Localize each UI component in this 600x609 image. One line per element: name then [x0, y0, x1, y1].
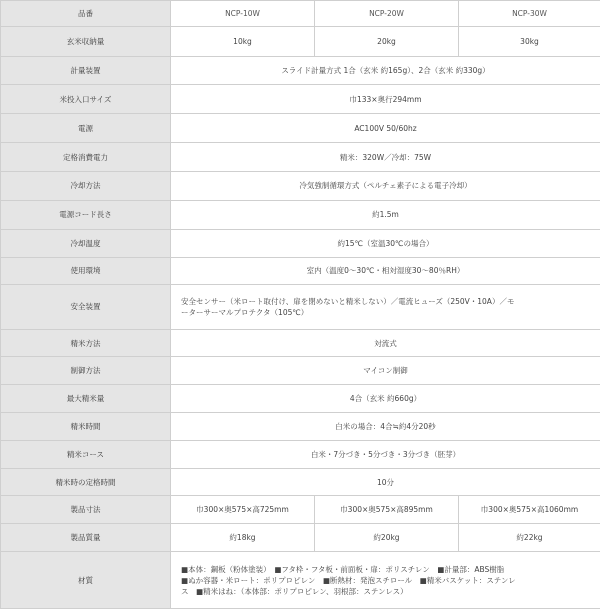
row-value-model-3: 巾300×奥575×高1060mm: [459, 496, 600, 524]
table-row: [1, 229, 600, 257]
row-label: 計量装置: [1, 56, 171, 85]
row-value-line: 安全センサー（米ロート取付け、扉を閉めないと精米しない）／電流ヒューズ（250V・10A）／モ: [181, 296, 590, 307]
table-row-header: [1, 1, 600, 27]
row-label: 米投入口サイズ: [1, 85, 171, 114]
row-value: 白米の場合：4合≒約4分20秒: [171, 413, 600, 441]
table-row: [1, 357, 600, 385]
row-label: 精米時間: [1, 413, 171, 441]
row-value-model-1: 約18kg: [171, 524, 315, 552]
row-value-model-1: 巾300×奥575×高725mm: [171, 496, 315, 524]
row-label: 製品寸法: [1, 496, 171, 524]
row-label: 定格消費電力: [1, 143, 171, 172]
table-row: [1, 172, 600, 201]
row-value-line: ーターサーマルプロテクタ（105℃）: [181, 307, 590, 318]
table-row: [1, 200, 600, 229]
row-label: 精米方法: [1, 329, 171, 357]
row-value-line: ■ぬか容器・米ロート：ポリプロピレン ■断熱材：発泡スチロール ■精米バスケット：ステンレ: [181, 575, 590, 586]
row-label: 電源: [1, 114, 171, 143]
table-row: [1, 257, 600, 285]
row-label: 使用環境: [1, 257, 171, 285]
row-value: 室内（温度0～30℃・相対湿度30～80％RH）: [171, 257, 600, 285]
table-row: [1, 26, 600, 56]
row-label: 製品質量: [1, 524, 171, 552]
row-label: 安全装置: [1, 285, 171, 329]
table-row: [1, 285, 600, 329]
row-value-line: ス ■精米はね：（本体部：ポリプロピレン、羽根部：ステンレス）: [181, 586, 590, 597]
row-value: 10分: [171, 468, 600, 496]
row-value-model-2: 巾300×奥575×高895mm: [315, 496, 459, 524]
row-value-model-2: 20kg: [315, 26, 459, 56]
model-ncp-20w: NCP-20W: [315, 1, 459, 27]
row-value: 精米：320W／冷却：75W: [171, 143, 600, 172]
table-row: [1, 524, 600, 552]
row-value-model-3: 30kg: [459, 26, 600, 56]
table-row: [1, 413, 600, 441]
table-row: [1, 56, 600, 85]
table-row: [1, 496, 600, 524]
row-value: 4合（玄米 約660g）: [171, 385, 600, 413]
row-value-model-3: 約22kg: [459, 524, 600, 552]
table-row: [1, 329, 600, 357]
model-ncp-30w: NCP-30W: [459, 1, 600, 27]
row-value-model-1: 10kg: [171, 26, 315, 56]
row-label: 冷却温度: [1, 229, 171, 257]
row-label: 電源コード長さ: [1, 200, 171, 229]
row-label: 精米時の定格時間: [1, 468, 171, 496]
row-value: 約1.5m: [171, 200, 600, 229]
row-value: 対流式: [171, 329, 600, 357]
row-label: 制御方法: [1, 357, 171, 385]
row-value: マイコン制御: [171, 357, 600, 385]
spec-table-body: [1, 1, 600, 609]
model-ncp-10w: NCP-10W: [171, 1, 315, 27]
row-value: AC100V 50/60hz: [171, 114, 600, 143]
row-value: 約15℃（室温30℃の場合）: [171, 229, 600, 257]
row-label-model: 品番: [1, 1, 171, 27]
row-value: [171, 285, 600, 329]
row-value: 冷気強制循環方式（ペルチェ素子による電子冷却）: [171, 172, 600, 201]
row-value: スライド計量方式 1合（玄米 約165g）、2合（玄米 約330g）: [171, 56, 600, 85]
row-label: 精米コース: [1, 440, 171, 468]
table-row: [1, 440, 600, 468]
row-value-line: ■本体：鋼板（粉体塗装） ■フタ枠・フタ板・前面板・扉：ポリスチレン ■計量部：ABS樹脂: [181, 564, 590, 575]
table-row: [1, 85, 600, 114]
row-label: 材質: [1, 552, 171, 609]
row-label: 玄米収納量: [1, 26, 171, 56]
row-value: 白米・7分づき・5分づき・3分づき（胚芽）: [171, 440, 600, 468]
table-row: [1, 468, 600, 496]
row-label: 最大精米量: [1, 385, 171, 413]
table-row: [1, 143, 600, 172]
table-row: [1, 385, 600, 413]
row-value: 巾133×奥行294mm: [171, 85, 600, 114]
row-value-model-2: 約20kg: [315, 524, 459, 552]
row-label: 冷却方法: [1, 172, 171, 201]
table-row: [1, 114, 600, 143]
